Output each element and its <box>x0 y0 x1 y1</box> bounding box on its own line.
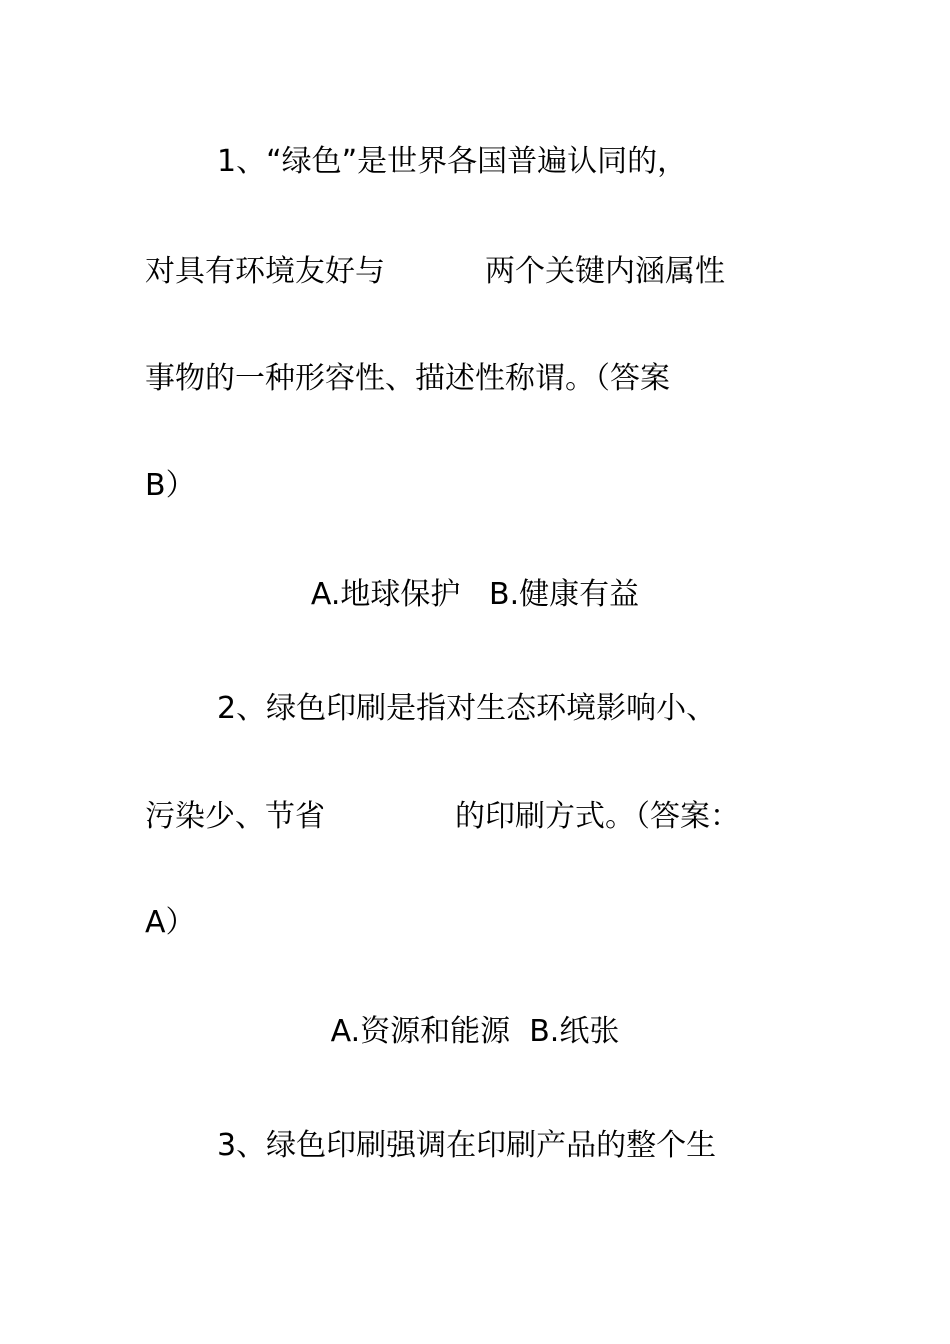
question-2-line-2-before-blank: 污染少、节省 <box>145 799 325 834</box>
question-1-line-4: B） <box>145 468 196 503</box>
question-1-line-3: 事物的一种形容性、描述性称谓。（答案 <box>145 361 670 396</box>
question-1-line-2 <box>145 252 725 292</box>
question-2-line-3: A） <box>145 905 196 940</box>
question-3-line-1: 3、绿色印刷强调在印刷产品的整个生 <box>217 1128 717 1163</box>
question-1-line-2-before-blank: 对具有环境友好与 <box>145 254 385 289</box>
question-2-line-1: 2、绿色印刷是指对生态环境影响小、 <box>217 691 717 726</box>
question-1-line-2-after-blank: 两个关键内涵属性 <box>485 254 725 289</box>
question-2-line-2 <box>145 797 740 837</box>
question-1-line-1: 1、“绿色”是世界各国普遍认同的， <box>217 144 688 179</box>
question-2-options: A.资源和能源 B.纸张 <box>330 1014 620 1049</box>
question-1-options: A.地球保护 B.健康有益 <box>310 577 640 612</box>
question-2-line-2-after-blank: 的印刷方式。（答案： <box>455 799 740 834</box>
